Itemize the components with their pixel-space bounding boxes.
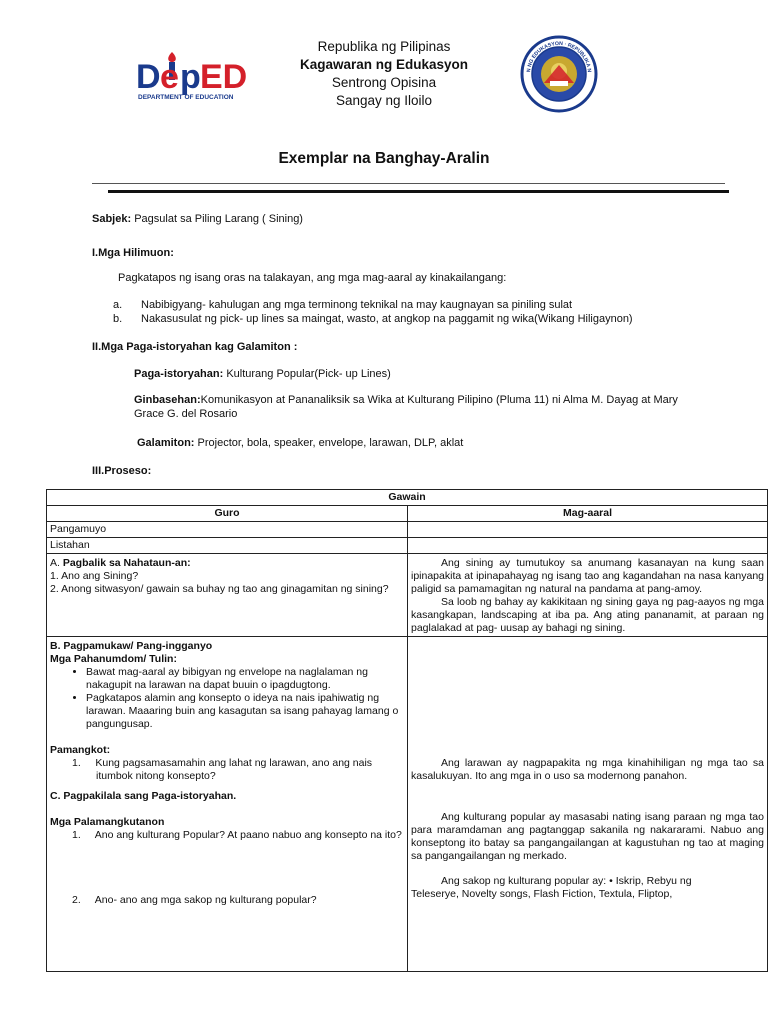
table-row <box>47 554 768 637</box>
subject-value: Pagsulat sa Piling Larang ( Sining) <box>134 213 303 225</box>
svg-text:e: e <box>160 58 179 96</box>
section-b-questions <box>50 757 404 783</box>
section-a-answer-1: Ang sining ay tumutukoy sa anumang kasanayan na kung saan ipinapakita at ipinapahayag ng isang tao ang kagandahan na nasa kanyang paligid sa pamamagitan ng natural na pandama at pang-amoy. <box>411 557 764 595</box>
materials-heading: II.Mga Paga-istoryahan kag Galamiton : <box>92 341 298 353</box>
objective-item-a-marker: a. <box>113 299 123 311</box>
objective-item-a: Nabibigyang- kahulugan ang mga terminong teknikal na may kaugnayan sa piniling sulat <box>141 299 573 311</box>
reference-value-2: Grace G. del Rosario <box>134 408 238 420</box>
tools-line <box>137 436 463 450</box>
section-c-answer-1: Ang kulturang popular ay masasabi nating isang paraan ng mga tao para maramdaman ang pagtanggap sakanila ng nakararami. Nabuo ang konseptong ito batay sa pangangailangan at kagustuhan ng tao at maging sa pangangailangan ng merkado. <box>411 811 764 862</box>
section-b-bullets <box>50 666 404 731</box>
divider-thick <box>108 190 729 193</box>
objectives-intro: Pagkatapos ng isang oras na talakayan, ang mga mag-aaral ay kinakailangang: <box>118 272 507 284</box>
table-header-row <box>47 506 768 522</box>
section-a-q2: 2. Anong sitwasyon/ gawain sa buhay ng tao ang ginagamitan ng sining? <box>50 583 389 595</box>
row-pangamuyo: Pangamuyo <box>47 522 408 538</box>
svg-text:D: D <box>136 58 161 96</box>
pamangkot-label: Pamangkot: <box>50 744 111 756</box>
section-a-answer-2: Sa loob ng bahay ay kakikitaan ng sining gaya ng pag-aayos ng mga kasangkapan, landscaping at iba pa. Ang ating pananamit, at paraan ng paglalakad at pag- uusap ay bahagi ng sining. <box>411 596 764 634</box>
table-title: Gawain <box>47 490 768 506</box>
list-item: 1. Kung pagsamasamahin ang lahat ng larawan, ano ang nais itumbok nitong konsepto? <box>72 757 373 782</box>
reference-label: Ginbasehan: <box>134 394 201 406</box>
table-row <box>47 637 768 972</box>
document-title: Exemplar na Banghay-Aralin <box>278 150 490 167</box>
svg-text:KAGAWARAN NG EDUKASYON · REPUB: N NG EDUKASYON · REPUBLIKA N <box>526 40 592 73</box>
section-bc-student <box>408 637 768 972</box>
subject-label: Sabjek: <box>92 213 132 225</box>
svg-text:p: p <box>180 58 201 96</box>
tools-label: Galamiton: <box>137 437 195 449</box>
section-b-answer-1: Ang larawan ay nagpapakita ng mga kinahihiligan ng mga tao sa kasalukuyan. Ito ang mga in o uso sa modernong panahon. <box>411 757 764 782</box>
section-a-heading: A. Pagbalik sa Nahataun-an: <box>50 557 191 569</box>
section-c-questions <box>50 829 404 842</box>
list-item: 1. Ano ang kulturang Popular? At paano nabuo ang konsepto na ito? <box>72 829 402 841</box>
header-line-republic: Republika ng Pilipinas <box>317 39 451 54</box>
section-a-teacher <box>47 554 408 637</box>
col-teacher-header: Guro <box>47 506 408 522</box>
header-line-office: Sentrong Opisina <box>331 75 437 90</box>
objectives-heading: I.Mga Hilimuon: <box>92 247 174 259</box>
header-line-department: Kagawaran ng Edukasyon <box>299 57 469 72</box>
topic-line <box>134 367 391 381</box>
section-c-heading: C. Pagpakilala sang Paga-istoryahan. <box>50 790 237 802</box>
section-a-q1: 1. Ano ang Sining? <box>50 570 139 582</box>
section-c-answer-2-line1: Ang sakop ng kulturang popular ay: • Iskrip, Rebyu ng <box>441 875 692 887</box>
objective-item-b: Nakasusulat ng pick- up lines sa maingat, wasto, at angkop na paggamit ng wika(Wikang Hiligaynon) <box>141 313 633 325</box>
section-c-subheading: Mga Palamangkutanon <box>50 816 165 828</box>
list-item: 2. Ano- ano ang mga sakop ng kulturang popular? <box>72 894 317 906</box>
row-pangamuyo-empty <box>408 522 768 538</box>
header-line-division: Sangay ng Iloilo <box>335 93 433 108</box>
svg-text:DEPARTMENT OF EDUCATION: DEPARTMENT OF EDUCATION <box>138 94 234 101</box>
row-listahan-empty <box>408 538 768 554</box>
svg-text:ED: ED <box>200 58 248 96</box>
section-b-subheading: Mga Pahanumdom/ Tulin: <box>50 653 177 665</box>
section-bc-teacher <box>47 637 408 972</box>
row-listahan: Listahan <box>47 538 408 554</box>
divider-thin <box>92 183 725 184</box>
list-item: • Pagkatapos alamin ang konsepto o ideya na nais ipahiwatig ng larawan. Maaaring buin ang kasagutan sa isang pahayag lamang o pangungusap. <box>86 692 404 731</box>
subject-line <box>92 212 303 226</box>
table-row <box>47 522 768 538</box>
list-item: • Bawat mag-aaral ay bibigyan ng envelope na naglalaman ng nakagupit na larawan na dapat buuin o ipagdugtong. <box>86 666 404 692</box>
table-title-row <box>47 490 768 506</box>
process-table <box>46 489 768 972</box>
section-b-heading: B. Pagpamukaw/ Pang-ingganyo <box>50 640 213 652</box>
tools-value: Projector, bola, speaker, envelope, larawan, DLP, aklat <box>197 437 464 449</box>
objective-item-b-marker: b. <box>113 313 123 325</box>
table-row <box>47 538 768 554</box>
reference-value-1: Komunikasyon at Pananaliksik sa Wika at Kulturang Pilipino (Pluma 11) ni Alma M. Dayag at Mary <box>200 394 678 406</box>
topic-label: Paga-istoryahan: <box>134 368 224 380</box>
topic-value: Kulturang Popular(Pick- up Lines) <box>226 368 391 380</box>
section-c-answer-2-line2: Teleserye, Novelty songs, Flash Fiction, Textula, Fliptop, <box>411 888 673 900</box>
col-student-header: Mag-aaral <box>408 506 768 522</box>
section-a-student <box>408 554 768 637</box>
process-heading: III.Proseso: <box>92 465 152 477</box>
reference-line <box>134 393 678 407</box>
